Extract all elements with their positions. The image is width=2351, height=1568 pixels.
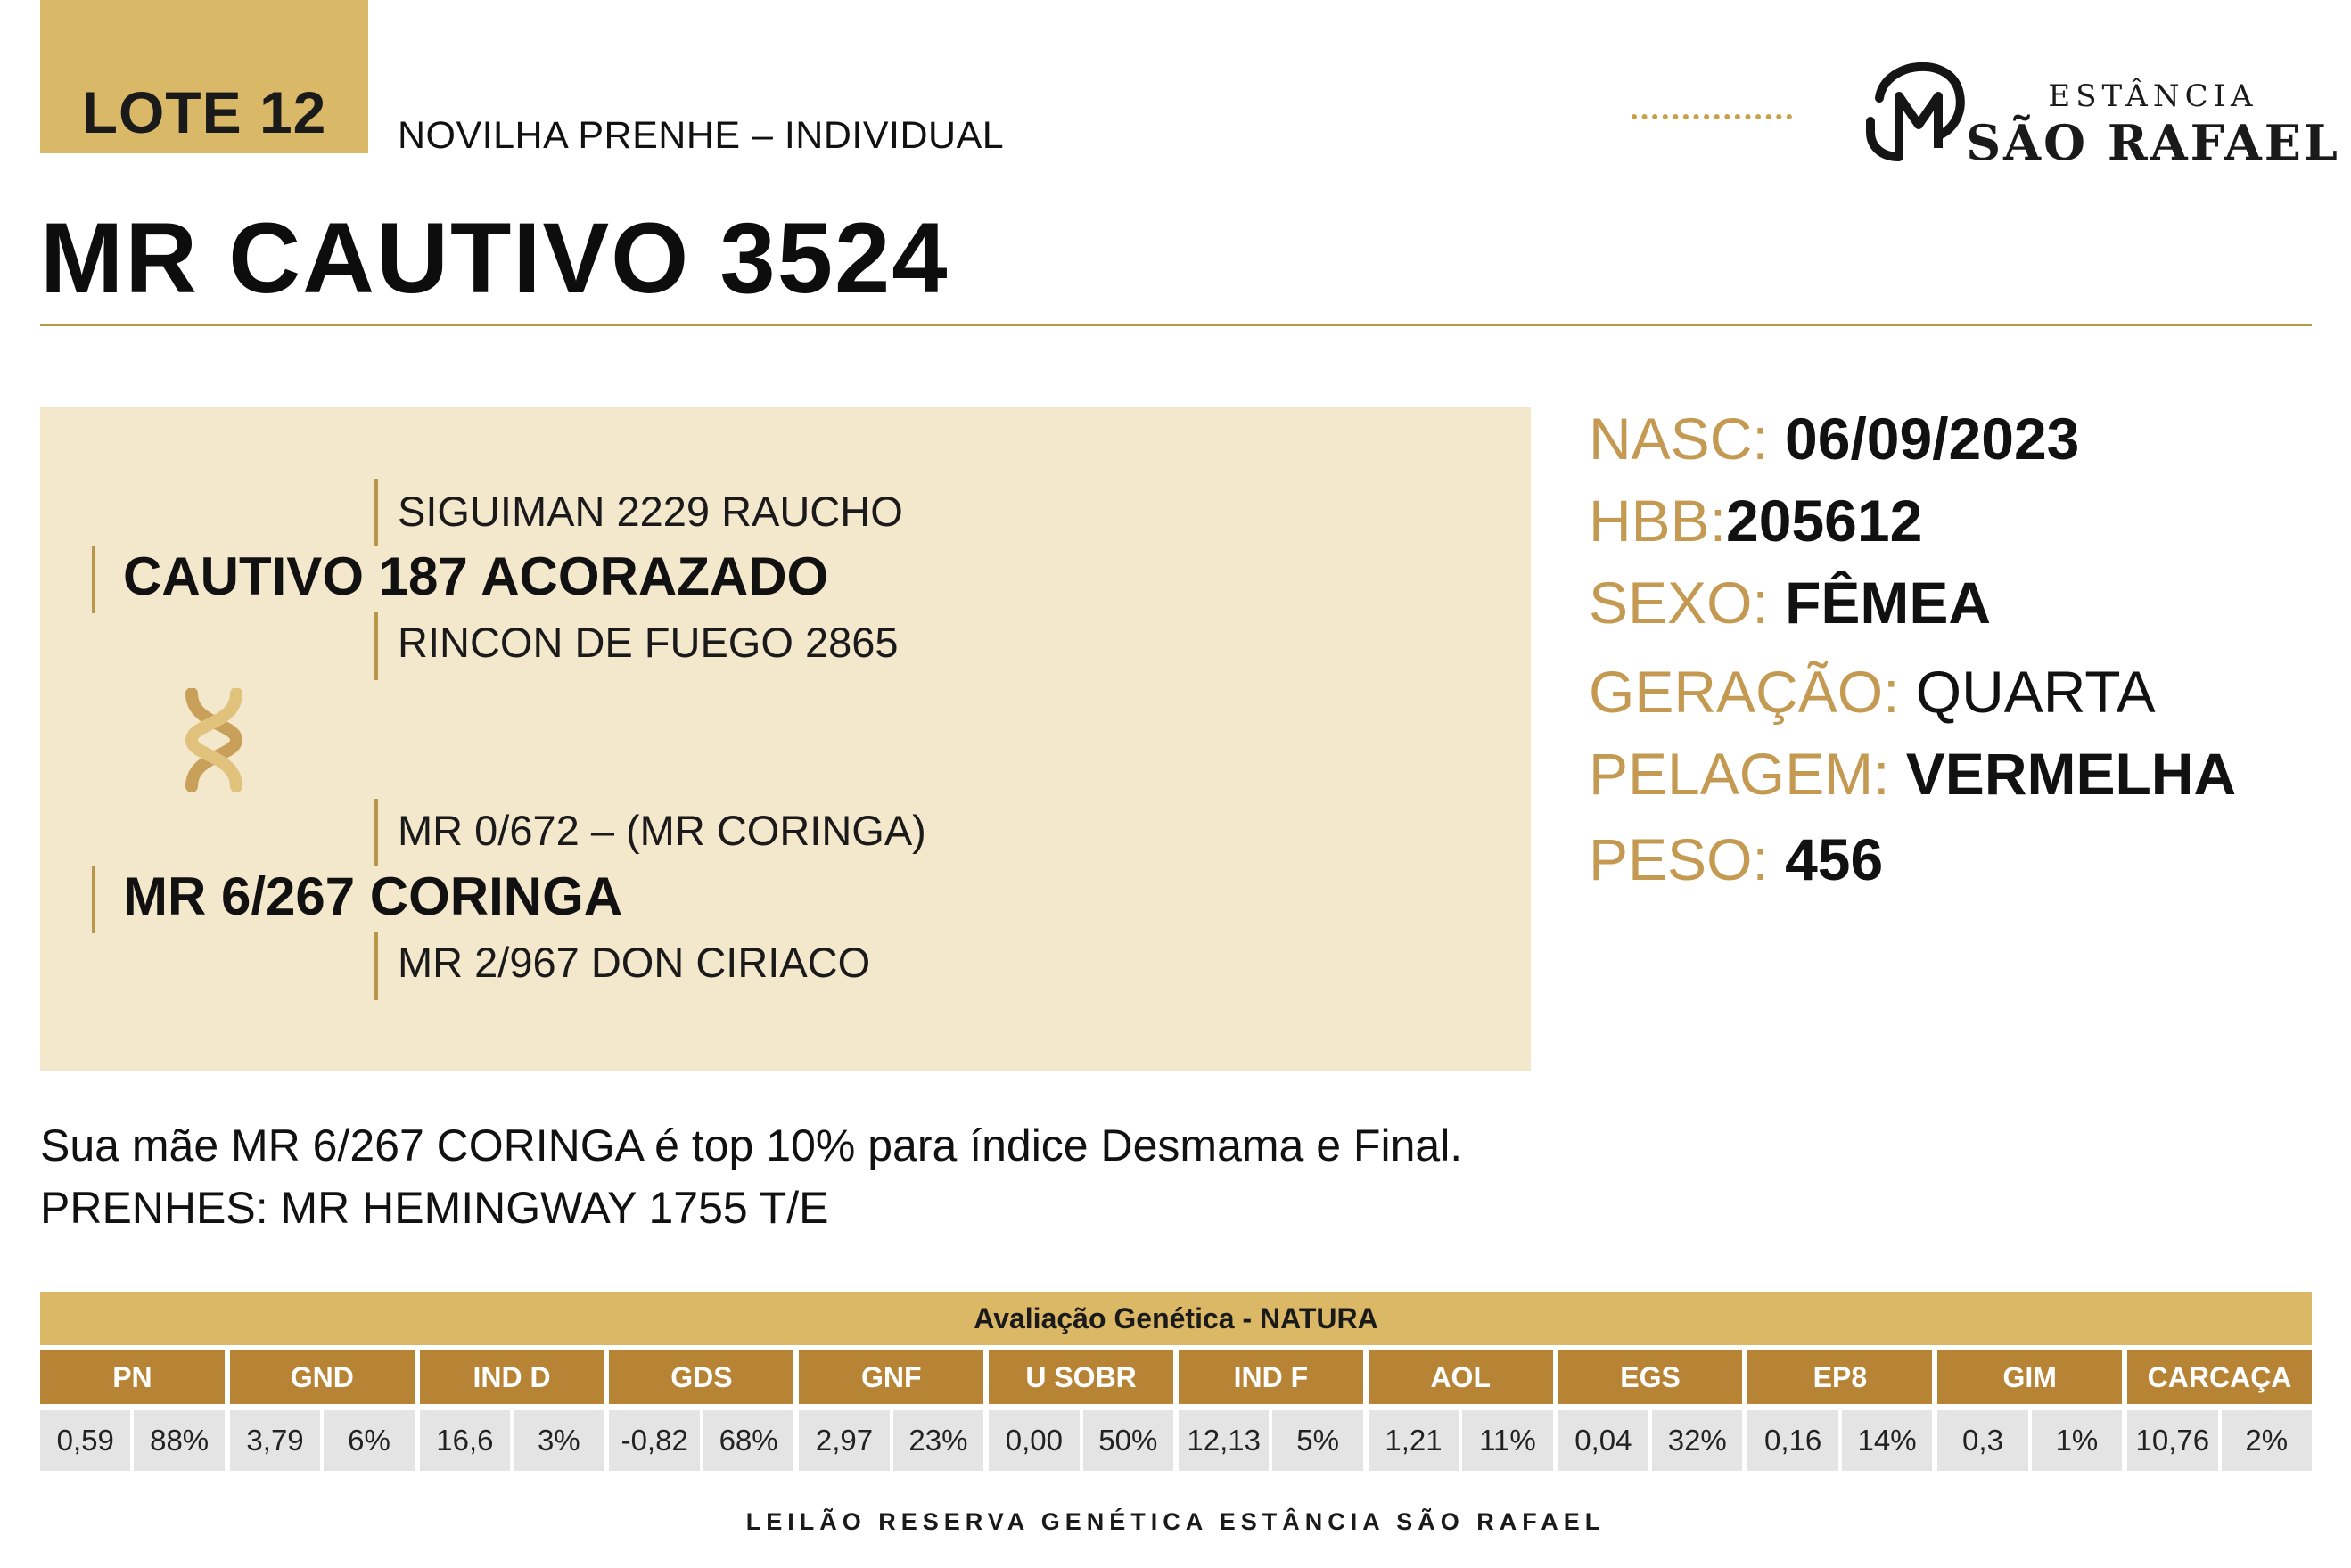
animal-name: MR CAUTIVO 3524	[40, 202, 949, 314]
genetics-pct: 2%	[2222, 1410, 2312, 1471]
genetics-col-label: GND	[230, 1350, 415, 1404]
genetics-cell-group	[799, 1410, 983, 1471]
info-geracao	[1589, 658, 2156, 726]
description-line: PRENHES: MR HEMINGWAY 1755 T/E	[40, 1183, 829, 1233]
genetics-col-label: EP8	[1747, 1350, 1932, 1404]
genetics-cell-group	[1937, 1410, 2122, 1471]
info-value: 456	[1785, 826, 1884, 892]
genetics-pct: 5%	[1272, 1410, 1362, 1471]
info-hbb	[1589, 487, 1922, 554]
info-key: SEXO:	[1589, 570, 1786, 636]
genetics-col-label: IND D	[420, 1350, 604, 1404]
title-divider	[40, 324, 2312, 326]
info-value: 06/09/2023	[1785, 406, 2080, 472]
genetics-pct: 32%	[1652, 1410, 1742, 1471]
genetics-value: 0,59	[40, 1410, 130, 1471]
genetics-col-label: AOL	[1369, 1350, 1553, 1404]
pedigree-bar	[92, 866, 95, 933]
brand-subtitle: ESTÂNCIA	[2048, 78, 2258, 114]
pedigree-bar	[374, 612, 378, 680]
info-pelagem	[1589, 740, 2236, 808]
genetics-value: 10,76	[2127, 1410, 2217, 1471]
genetics-values-row	[40, 1410, 2312, 1471]
genetics-value: 16,6	[420, 1410, 510, 1471]
description-line: Sua mãe MR 6/267 CORINGA é top 10% para índice Desmama e Final.	[40, 1121, 1463, 1170]
info-value: 205612	[1726, 488, 1923, 554]
info-key: HBB:	[1589, 488, 1727, 554]
pedigree-bar	[374, 932, 378, 1000]
info-key: PESO:	[1589, 826, 1786, 892]
genetics-pct: 50%	[1083, 1410, 1173, 1471]
genetics-col-label: CARCAÇA	[2127, 1350, 2312, 1404]
genetics-pct: 6%	[324, 1410, 414, 1471]
genetics-pct: 14%	[1842, 1410, 1932, 1471]
genetics-col-label: U SOBR	[989, 1350, 1173, 1404]
info-value: FÊMEA	[1785, 570, 1992, 636]
info-peso	[1589, 825, 1883, 893]
genetics-pct: 11%	[1462, 1410, 1552, 1471]
genetics-cell-group	[1747, 1410, 1932, 1471]
genetics-cell-group	[1558, 1410, 1743, 1471]
genetics-pct: 68%	[703, 1410, 793, 1471]
genetics-cell-group	[609, 1410, 793, 1471]
genetics-value: -0,82	[609, 1410, 699, 1471]
sire-dam: RINCON DE FUEGO 2865	[398, 619, 899, 666]
genetics-col-label: GDS	[609, 1350, 793, 1404]
genetics-title: Avaliação Genética - NATURA	[40, 1292, 2312, 1345]
pedigree-bar	[374, 799, 378, 866]
genetics-value: 0,3	[1937, 1410, 2027, 1471]
info-key: PELAGEM:	[1589, 741, 1906, 807]
genetics-cell-group	[1369, 1410, 1553, 1471]
genetics-value: 0,16	[1747, 1410, 1837, 1471]
info-sexo	[1589, 569, 1991, 636]
genetics-value: 2,97	[799, 1410, 889, 1471]
dam-dam: MR 2/967 DON CIRIACO	[398, 939, 871, 986]
info-nasc	[1589, 405, 2079, 472]
dotted-divider	[1632, 114, 1792, 119]
sire-sire: SIGUIMAN 2229 RAUCHO	[398, 488, 903, 535]
genetics-cell-group	[40, 1410, 225, 1471]
info-value: VERMELHA	[1905, 741, 2237, 807]
genetics-pct: 23%	[893, 1410, 983, 1471]
genetics-value: 12,13	[1179, 1410, 1269, 1471]
pedigree-bar	[374, 479, 378, 546]
genetics-col-label: GNF	[799, 1350, 983, 1404]
genetics-value: 3,79	[230, 1410, 320, 1471]
genetics-value: 1,21	[1369, 1410, 1459, 1471]
genetics-col-label: GIM	[1937, 1350, 2122, 1404]
dam-name: MR 6/267 CORINGA	[123, 866, 623, 926]
info-key: GERAÇÃO:	[1589, 659, 1916, 725]
genetics-cell-group	[989, 1410, 1173, 1471]
genetics-cell-group	[2127, 1410, 2312, 1471]
genetics-header-row	[40, 1350, 2312, 1404]
sire-name: CAUTIVO 187 ACORAZADO	[123, 546, 829, 606]
genetics-col-label: EGS	[1558, 1350, 1743, 1404]
dam-sire: MR 0/672 – (MR CORINGA)	[398, 807, 926, 854]
genetics-pct: 1%	[2032, 1410, 2122, 1471]
genetics-col-label: PN	[40, 1350, 225, 1404]
genetics-cell-group	[1179, 1410, 1363, 1471]
genetics-pct: 88%	[134, 1410, 224, 1471]
category-label: NOVILHA PRENHE – INDIVIDUAL	[398, 114, 1005, 157]
brand-name: SÃO RAFAEL	[1966, 114, 2340, 171]
genetics-value: 0,00	[989, 1410, 1079, 1471]
genetics-value: 0,04	[1558, 1410, 1648, 1471]
pedigree-bar	[92, 546, 95, 613]
genetics-cell-group	[230, 1410, 415, 1471]
dna-icon	[183, 688, 245, 792]
lote-label: LOTE 12	[81, 79, 327, 145]
info-key: NASC:	[1589, 406, 1786, 472]
info-value: QUARTA	[1915, 659, 2156, 725]
genetics-cell-group	[420, 1410, 604, 1471]
footer-text: LEILÃO RESERVA GENÉTICA ESTÂNCIA SÃO RAFAEL	[745, 1508, 1606, 1535]
genetics-pct: 3%	[514, 1410, 604, 1471]
genetics-col-label: IND F	[1179, 1350, 1363, 1404]
